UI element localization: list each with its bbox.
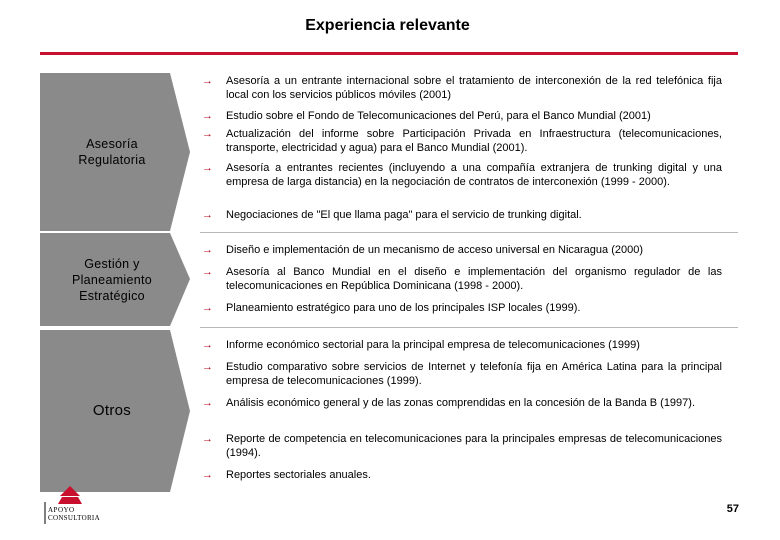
list-item: → Asesoría a un entrante internacional sobre el tratamiento de interconexión de la red telefónica fija local con los servicios públicos móviles (2001) [202,75,722,101]
arrow-right-icon: → [202,209,213,221]
section-label: Otros [92,402,132,419]
section-divider [200,232,738,233]
arrow-right-icon: → [202,110,213,122]
section-divider [200,327,738,328]
logo-text-apoyo: APOYO [48,506,75,514]
arrow-right-icon: → [202,162,213,174]
list-item: → Estudio sobre el Fondo de Telecomunicaciones del Perú, para el Banco Mundial (2001) [202,110,651,122]
list-item: → Actualización del informe sobre Participación Privada en Infraestructura (telecomunicaciones, transporte, electricidad y agua) para el Banco Mundial (2001). [202,128,722,154]
section-label: Asesoría Regulatoria [78,137,146,167]
page-number: 57 [726,503,739,515]
section-box-gestion-planeamiento [40,233,190,326]
arrow-right-icon: → [202,244,213,256]
list-item: → Reportes sectoriales anuales. [202,469,371,481]
page-title: Experiencia relevante [305,17,470,34]
arrow-right-icon: → [202,339,213,351]
section-box-asesoria-regulatoria [40,73,190,231]
logo-text-consultoria: CONSULTORIA [48,514,100,522]
arrow-right-icon: → [202,433,213,445]
title-divider [40,52,738,55]
list-item: → Planeamiento estratégico para uno de los principales ISP locales (1999). [202,302,581,314]
list-item: → Estudio comparativo sobre servicios de Internet y telefonía fija en América Latina para la principal empresa de telecomunicaciones (1999). [202,361,722,387]
arrow-right-icon: → [202,128,213,140]
arrow-right-icon: → [202,397,213,409]
section-label: Gestión y Planeamiento Estratégico [71,256,153,303]
arrow-right-icon: → [202,361,213,373]
list-item: → Diseño e implementación de un mecanismo de acceso universal en Nicaragua (2000) [202,244,644,256]
list-item: → Análisis económico general y de las zonas comprendidas en la concesión de la Banda B (1997). [202,397,696,409]
section-box-otros [40,330,190,492]
list-item: → Reporte de competencia en telecomunicaciones para la principales empresas de telecomunicaciones (1994). [202,433,722,459]
list-item: → Asesoría al Banco Mundial en el diseño e implementación del organismo regulador de las telecomunicaciones en República Dominicana (1998 - 2000). [202,266,722,292]
apoyo-consultoria-logo [42,486,112,526]
arrow-right-icon: → [202,302,213,314]
list-item: → Asesoría a entrantes recientes (incluyendo a una compañía extranjera de trunking digital y una empresa de larga distancia) en la negociación de contratos de interconexión (1999 - 2000). [202,162,722,188]
list-item: → Informe económico sectorial para la principal empresa de telecomunicaciones (1999) [202,339,640,351]
arrow-right-icon: → [202,469,213,481]
arrow-right-icon: → [202,75,213,87]
arrow-right-icon: → [202,266,213,278]
list-item: → Negociaciones de "El que llama paga" para el servicio de trunking digital. [202,209,582,221]
